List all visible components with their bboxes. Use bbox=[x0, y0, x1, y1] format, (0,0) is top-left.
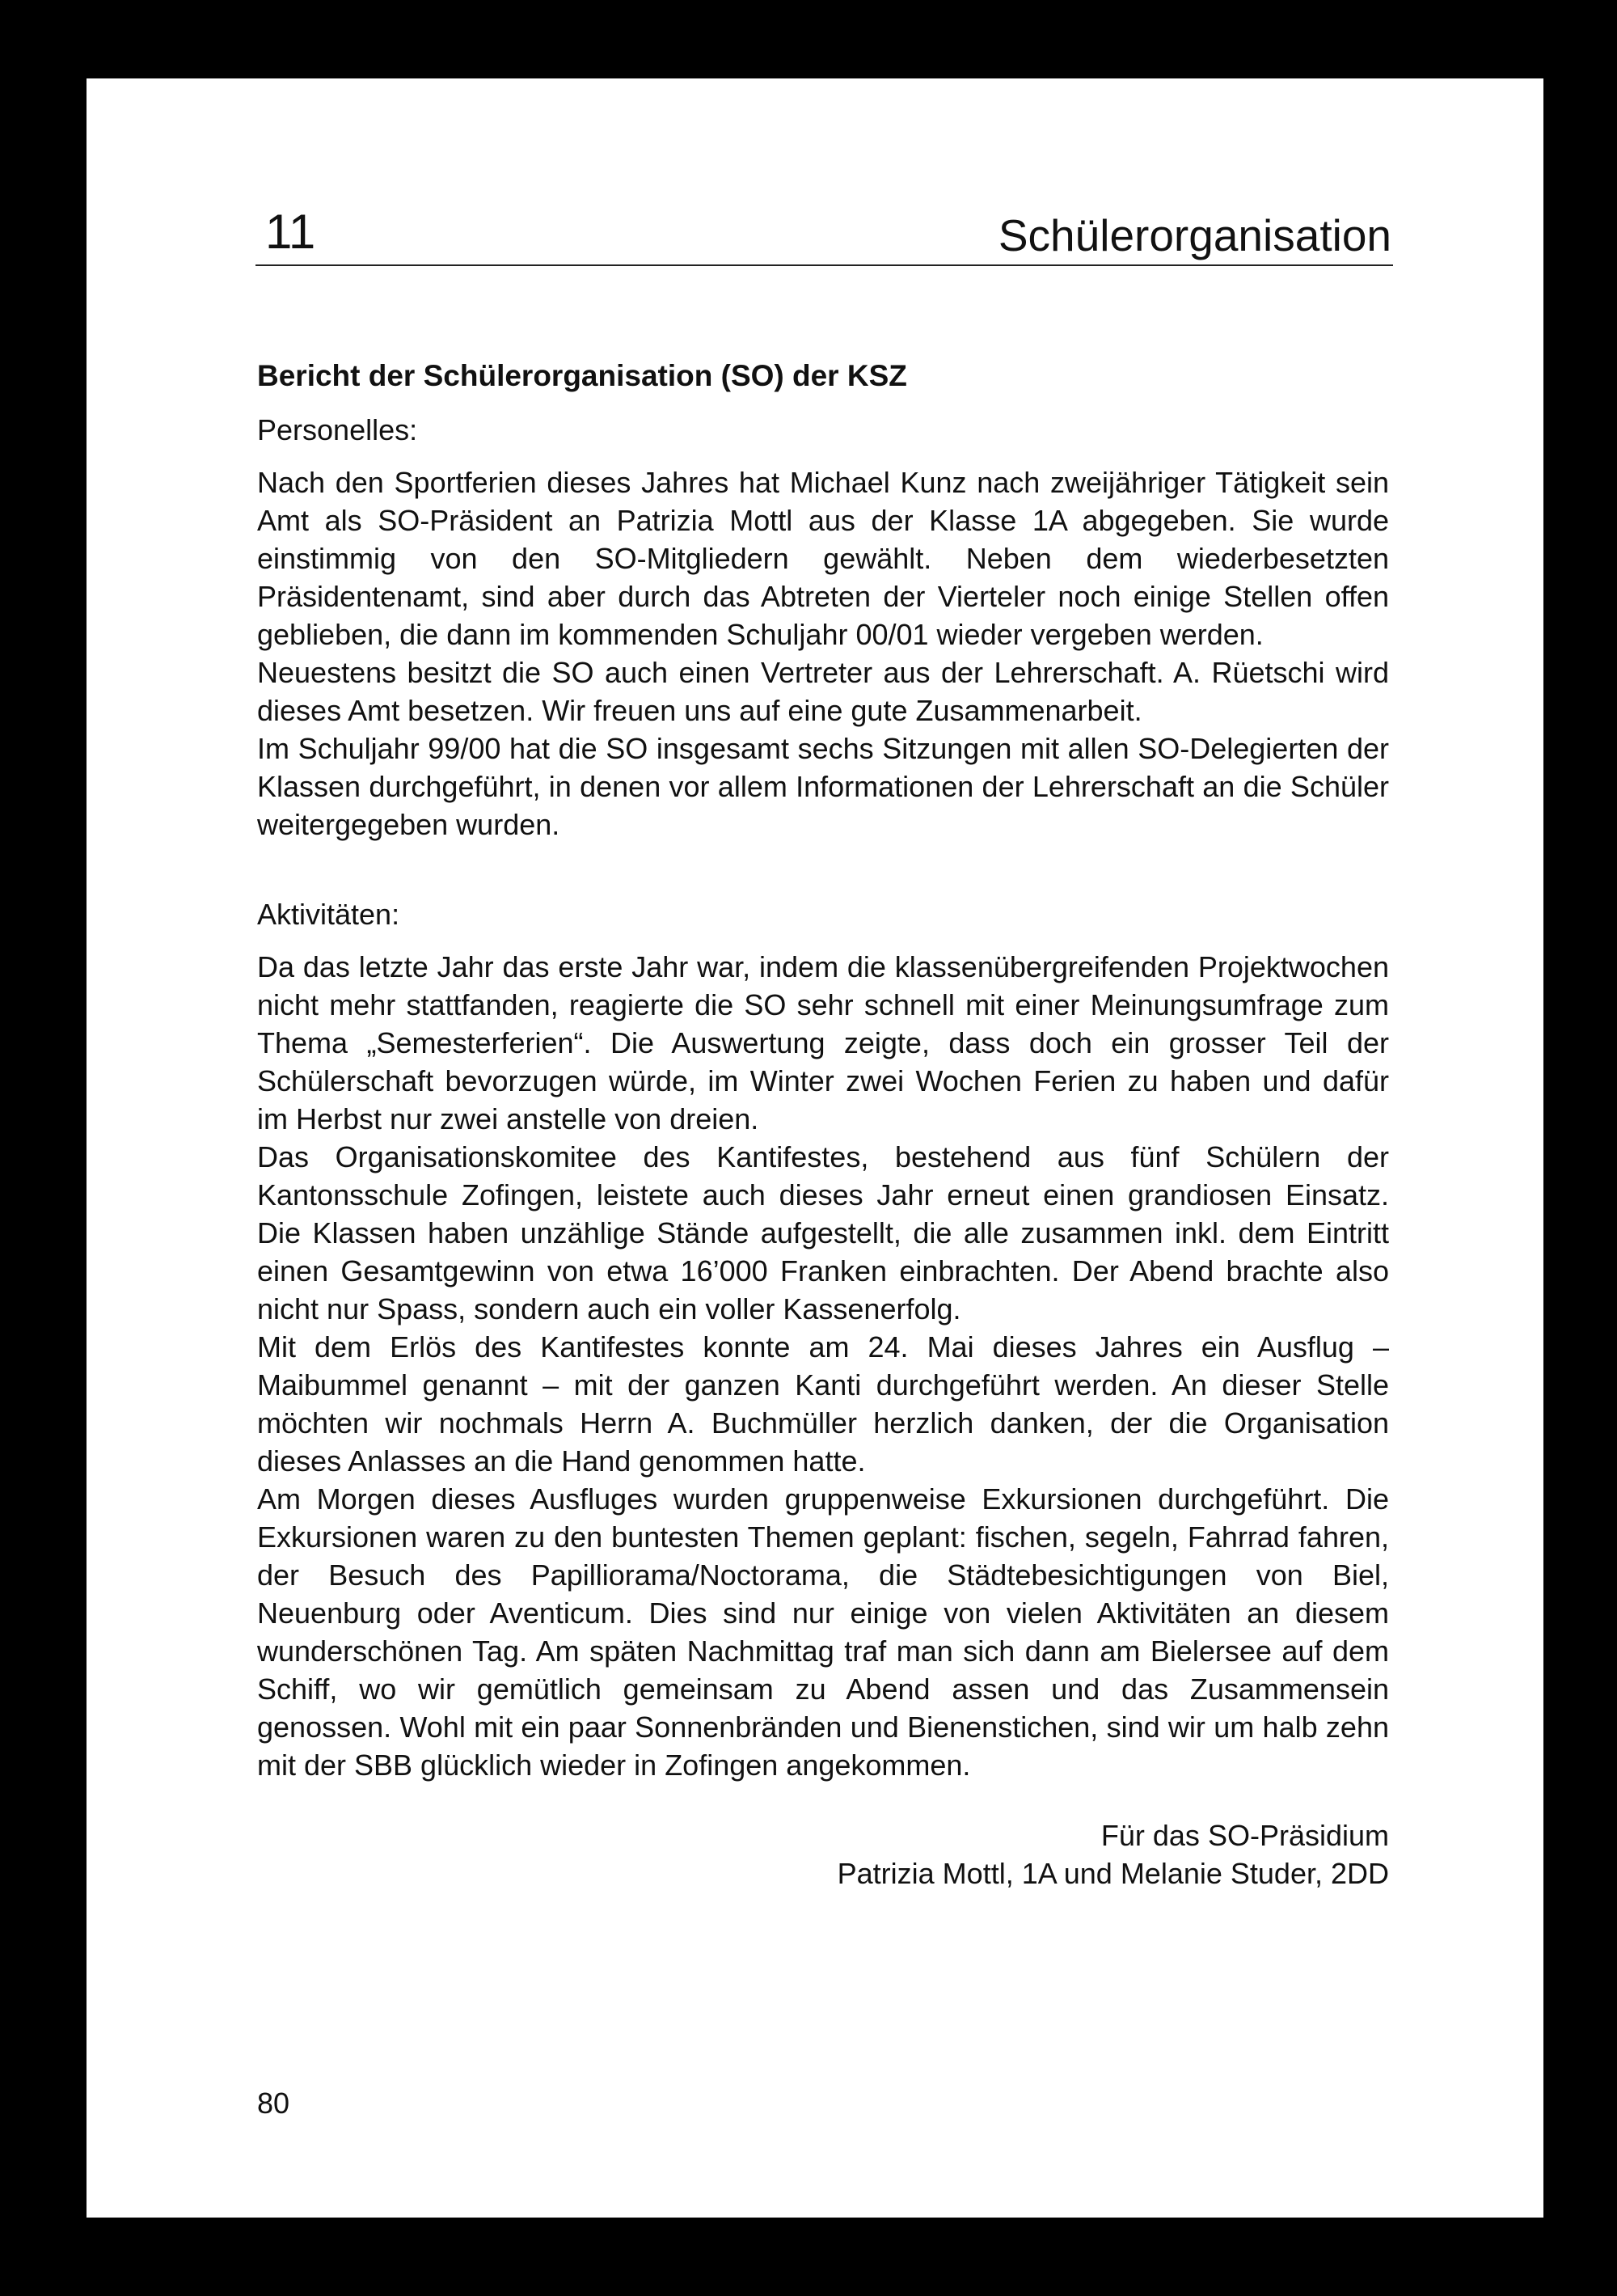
signature-line-title: Für das SO-Präsidium bbox=[1100, 1819, 1389, 1852]
paragraph: Am Morgen dieses Ausfluges wurden gruppenweise Exkursionen durchgeführt. Die Exkursionen waren zu den buntesten Themen geplant: fischen, segeln, Fahrrad fahren, der Besuch des Papilliorama/Noctorama, die Städtebesichtigungen von Biel, Neuenburg oder Aventicum. Dies sind nur einige von vielen Aktivitäten an diesem wunderschönen Tag. Am späten Nachmittag traf man sich dann am Bielersee auf dem Schiff, wo wir gemütlich gemeinsam zu Abend assen und das Zusammensein genossen. Wohl mit ein paar Sonnenbränden und Bienenstichen, sind wir um halb zehn mit der SBB glücklich wieder in Zofingen angekommen. bbox=[257, 1482, 1389, 1782]
paragraph: Das Organisationskomitee des Kantifestes, bestehend aus fünf Schülern der Kantonsschule Zofingen, leistete auch dieses Jahr erneut einen grandiosen Einsatz. Die Klassen haben unzählige Stände aufgestellt, die alle zusammen inkl. dem Eintritt einen Gesamtgewinn von etwa 16’000 Franken einbrachten. Der Abend brachte also nicht nur Spass, sondern auch ein voller Kassenerfolg. bbox=[257, 1140, 1389, 1326]
paragraph: Im Schuljahr 99/00 hat die SO insgesamt sechs Sitzungen mit allen SO-Delegierten der Klassen durchgeführt, in denen vor allem Informationen der Lehrerschaft an die Schüler weitergegeben wurden. bbox=[257, 732, 1389, 841]
section-spacer bbox=[257, 844, 1389, 895]
report-heading: Bericht der Schülerorganisation (SO) der KSZ bbox=[257, 359, 907, 392]
chapter-header bbox=[255, 200, 1393, 266]
signature-line-names: Patrizia Mottl, 1A und Melanie Studer, 2DD bbox=[837, 1857, 1389, 1890]
signature-block bbox=[257, 1816, 1389, 1892]
paragraph: Mit dem Erlös des Kantifestes konnte am 24. Mai dieses Jahres ein Ausflug – Maibummel genannt – mit der ganzen Kanti durchgeführt werden. An dieser Stelle möchten wir nochmals Herrn A. Buchmüller herzlich danken, der die Organisation dieses Anlasses an die Hand genommen hatte. bbox=[257, 1330, 1389, 1478]
chapter-title: Schülerorganisation bbox=[998, 210, 1391, 260]
section-label-personnel: Personelles: bbox=[257, 413, 418, 446]
page-number: 80 bbox=[257, 2087, 290, 2120]
document-page bbox=[87, 78, 1543, 2218]
paragraph: Da das letzte Jahr das erste Jahr war, indem die klassenübergreifenden Projektwochen nicht mehr stattfanden, reagierte die SO sehr schnell mit einer Meinungsumfrage zum Thema „Semesterferien“. Die Auswertung zeigte, dass doch ein grosser Teil der Schülerschaft bevorzugen würde, im Winter zwei Wochen Ferien zu haben und dafür im Herbst nur zwei anstelle von dreien. bbox=[257, 950, 1389, 1135]
report-body bbox=[257, 356, 1389, 1892]
section-label-activities: Aktivitäten: bbox=[257, 898, 400, 931]
paragraph: Neuestens besitzt die SO auch einen Vertreter aus der Lehrerschaft. A. Rüetschi wird dieses Amt besetzen. Wir freuen uns auf eine gute Zusammenarbeit. bbox=[257, 656, 1389, 727]
paragraph: Nach den Sportferien dieses Jahres hat Michael Kunz nach zweijähriger Tätigkeit sein Amt als SO-Präsident an Patrizia Mottl aus der Klasse 1A abgegeben. Sie wurde einstimmig von den SO-Mitgliedern gewählt. Neben dem wiederbesetzten Präsidentenamt, sind aber durch das Abtreten der Vierteler noch einige Stellen offen geblieben, die dann im kommenden Schuljahr 00/01 wieder vergeben werden. bbox=[257, 466, 1389, 651]
chapter-number: 11 bbox=[265, 205, 316, 259]
